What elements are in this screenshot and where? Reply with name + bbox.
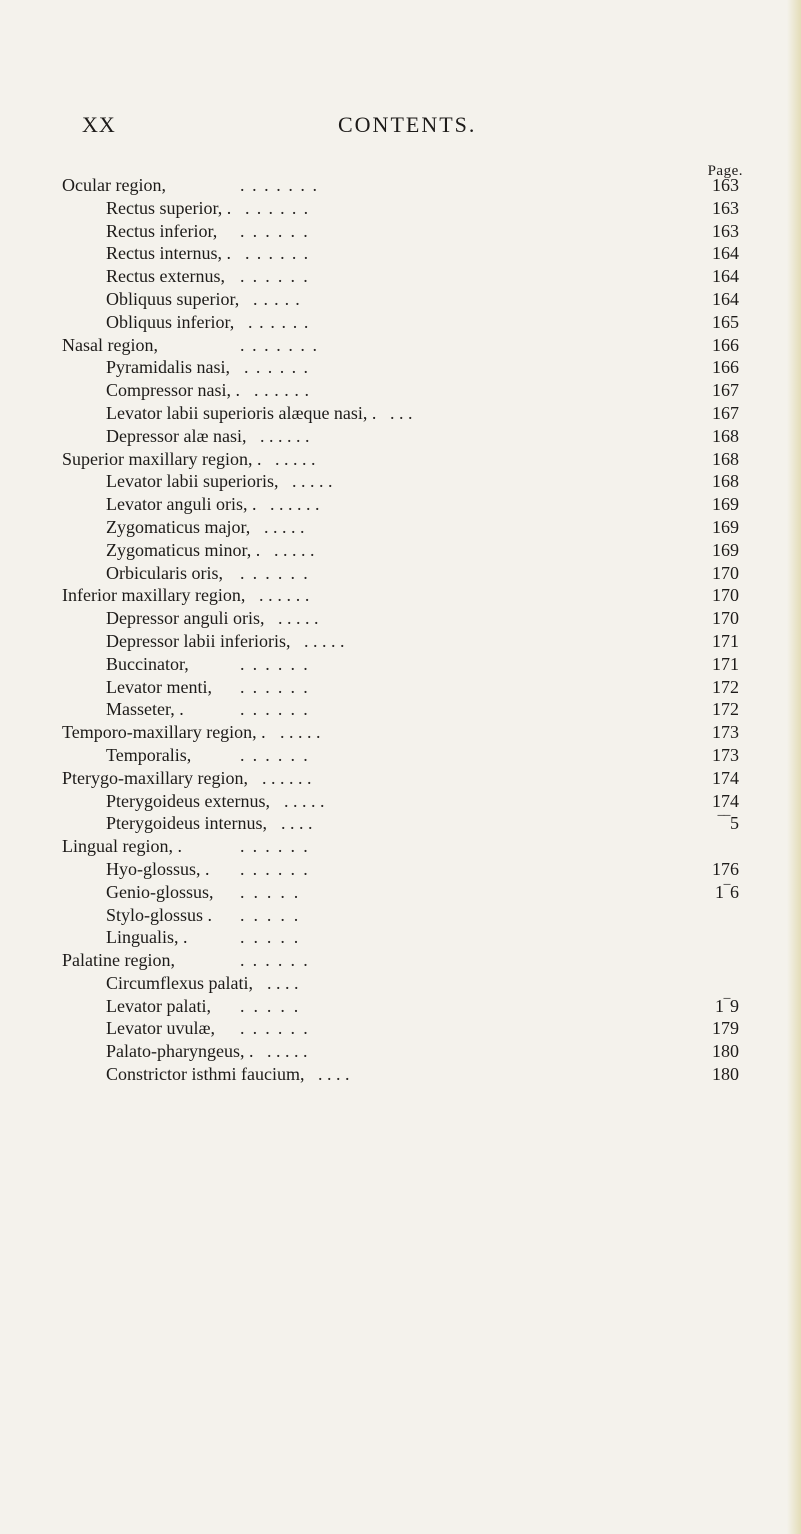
toc-leader-dots: . . . . . . (240, 676, 310, 697)
toc-leader-dots: . . . . . . (248, 311, 310, 332)
toc-entry-label: Levator anguli oris, . (106, 494, 257, 515)
toc-entry-label: Levator labii superioris alæque nasi, . (106, 402, 377, 423)
toc-entry-label: Masseter, . (106, 699, 184, 720)
toc-page-number: 168 (712, 471, 739, 492)
toc-entry-label: Palatine region, (62, 950, 175, 971)
toc-page-number: 165 (712, 311, 739, 332)
toc-entry (0, 926, 801, 949)
toc-page-number: 169 (712, 516, 739, 537)
toc-entry-label: Orbicularis oris, (106, 562, 223, 583)
toc-leader-dots: . . . . . . (245, 243, 310, 264)
toc-entry-label: Temporo-maxillary region, . (62, 722, 266, 743)
toc-entry-label: Stylo-glossus . (106, 904, 213, 925)
toc-leader-dots: . . . . . (284, 790, 325, 811)
toc-leader-dots: . . . . . (267, 1041, 308, 1062)
toc-entry (0, 425, 801, 448)
toc-entry-label: Obliquus inferior, (106, 311, 235, 332)
toc-page-number: 171 (712, 653, 739, 674)
toc-leader-dots: . . . . (281, 813, 313, 834)
toc-entry-label: Rectus inferior, (106, 220, 218, 241)
toc-leader-dots: . . . . . (280, 722, 321, 743)
toc-page-number: 172 (712, 676, 739, 697)
table-of-contents (0, 174, 801, 1086)
toc-entry (0, 379, 801, 402)
toc-page-number: 176 (712, 858, 739, 879)
toc-entry (0, 630, 801, 653)
toc-page-number: 166 (712, 334, 739, 355)
toc-entry (0, 995, 801, 1018)
toc-entry (0, 1040, 801, 1063)
toc-entry (0, 562, 801, 585)
toc-entry-label: Rectus internus, . (106, 243, 231, 264)
toc-entry-label: Rectus externus, (106, 266, 225, 287)
toc-page-number: 168 (712, 425, 739, 446)
toc-leader-dots: . . . . . . (254, 380, 310, 401)
toc-entry (0, 972, 801, 995)
toc-entry-label: Superior maxillary region, . (62, 448, 262, 469)
toc-leader-dots: . . . . . . (240, 1018, 310, 1039)
toc-leader-dots: . . . . . . (244, 357, 310, 378)
toc-entry (0, 242, 801, 265)
toc-leader-dots: . . . . . . (240, 562, 310, 583)
toc-page-number: 169 (712, 539, 739, 560)
toc-leader-dots: . . . . . (264, 516, 305, 537)
toc-leader-dots: . . . . . (292, 471, 333, 492)
toc-entry-label: Pterygoideus externus, (106, 790, 270, 811)
toc-entry-label: Levator uvulæ, (106, 1018, 215, 1039)
toc-entry (0, 904, 801, 927)
toc-entry-label: Lingualis, . (106, 927, 188, 948)
toc-page-number: 174 (712, 790, 739, 811)
toc-entry (0, 676, 801, 699)
toc-entry-label: Depressor labii inferioris, (106, 630, 291, 651)
toc-leader-dots: . . . . (267, 972, 299, 993)
toc-entry (0, 790, 801, 813)
page-column-label: Page. (707, 163, 743, 179)
toc-page-number: 170 (712, 608, 739, 629)
toc-leader-dots: . . . . . . (260, 425, 310, 446)
toc-page-number: 164 (712, 243, 739, 264)
toc-entry (0, 220, 801, 243)
toc-leader-dots: . . . . . . (240, 858, 310, 879)
running-header (0, 112, 801, 142)
toc-entry (0, 448, 801, 471)
toc-leader-dots: . . . . . (304, 630, 345, 651)
toc-entry (0, 174, 801, 197)
toc-leader-dots: . . . . . (240, 904, 301, 925)
toc-entry-label: Zygomaticus minor, . (106, 539, 261, 560)
toc-leader-dots: . . . . . . (240, 950, 310, 971)
toc-entry (0, 881, 801, 904)
toc-entry-label: Temporalis, (106, 744, 192, 765)
toc-entry-label: Levator labii superioris, (106, 471, 279, 492)
toc-page-number: 167 (712, 380, 739, 401)
toc-entry (0, 493, 801, 516)
toc-entry-label: Constrictor isthmi faucium, (106, 1064, 305, 1085)
toc-entry (0, 721, 801, 744)
toc-entry-label: Hyo-glossus, . (106, 858, 210, 879)
toc-leader-dots: . . . . . . (240, 653, 310, 674)
toc-entry (0, 949, 801, 972)
toc-entry (0, 516, 801, 539)
toc-leader-dots: . . . . . (275, 448, 316, 469)
page-title: CONTENTS. (338, 112, 477, 137)
toc-entry-label: Nasal region, (62, 334, 158, 355)
toc-entry (0, 470, 801, 493)
toc-entry (0, 288, 801, 311)
toc-leader-dots: . . . . . . (240, 744, 310, 765)
toc-leader-dots: . . . . . . (240, 266, 310, 287)
toc-entry (0, 539, 801, 562)
toc-entry (0, 858, 801, 881)
toc-page-number: 173 (712, 722, 739, 743)
toc-entry (0, 1017, 801, 1040)
toc-entry-label: Rectus superior, . (106, 197, 232, 218)
toc-entry (0, 402, 801, 425)
toc-entry (0, 698, 801, 721)
toc-leader-dots: . . . . . (240, 995, 301, 1016)
toc-page-number: 164 (712, 288, 739, 309)
toc-leader-dots: . . . . . . . (240, 175, 319, 195)
toc-entry-label: Zygomaticus major, (106, 516, 251, 537)
toc-entry-label: Lingual region, . (62, 836, 182, 857)
toc-entry (0, 311, 801, 334)
toc-entry (0, 356, 801, 379)
toc-leader-dots: . . . . . (274, 539, 315, 560)
toc-leader-dots: . . . . . . . (240, 334, 319, 355)
toc-leader-dots: . . . . (318, 1064, 350, 1085)
toc-entry-label: Inferior maxillary region, (62, 585, 246, 606)
toc-page-number: 169 (712, 494, 739, 515)
toc-page-number: 173 (712, 744, 739, 765)
toc-entry (0, 812, 801, 835)
toc-page-number: 180 (712, 1041, 739, 1062)
toc-page-number: 180 (712, 1064, 739, 1085)
page-roman-numeral: XX (82, 112, 116, 137)
toc-entry-label: Genio-glossus, (106, 881, 214, 902)
toc-entry-label: Pyramidalis nasi, (106, 357, 230, 378)
toc-leader-dots: . . . . . (240, 881, 301, 902)
toc-page-number: 163 (712, 175, 739, 195)
toc-page-number: 1‾9 (715, 995, 739, 1016)
toc-entry-label: Pterygoideus internus, (106, 813, 267, 834)
toc-entry-label: Obliquus superior, (106, 288, 240, 309)
toc-leader-dots: . . . . . . (240, 699, 310, 720)
toc-entry (0, 607, 801, 630)
toc-page-number: 163 (712, 197, 739, 218)
toc-leader-dots: . . . . . . (240, 220, 310, 241)
toc-page-number: 174 (712, 767, 739, 788)
toc-leader-dots: . . . . . (278, 608, 319, 629)
toc-leader-dots: . . . . . . (240, 836, 310, 857)
toc-page-number: ‾‾5 (718, 813, 739, 834)
toc-entry (0, 334, 801, 357)
toc-leader-dots: . . . (390, 402, 413, 423)
page-edge-stain (787, 0, 801, 1534)
toc-leader-dots: . . . . . (240, 927, 301, 948)
toc-entry-label: Buccinator, (106, 653, 189, 674)
toc-page-number: 1‾6 (715, 881, 739, 902)
toc-entry (0, 584, 801, 607)
toc-page-number: 163 (712, 220, 739, 241)
toc-leader-dots: . . . . . (253, 288, 301, 309)
toc-page-number: 166 (712, 357, 739, 378)
toc-page-number: 167 (712, 402, 739, 423)
toc-page-number: 170 (712, 562, 739, 583)
toc-page-number: 171 (712, 630, 739, 651)
toc-entry-label: Ocular region, (62, 175, 166, 195)
toc-entry (0, 744, 801, 767)
toc-leader-dots: . . . . . . (259, 585, 310, 606)
toc-entry-label: Levator palati, (106, 995, 211, 1016)
toc-leader-dots: . . . . . . (270, 494, 320, 515)
toc-entry (0, 767, 801, 790)
toc-entry-label: Pterygo-maxillary region, (62, 767, 248, 788)
toc-page-number: 170 (712, 585, 739, 606)
toc-entry (0, 197, 801, 220)
toc-entry-label: Palato-pharyngeus, . (106, 1041, 254, 1062)
toc-entry-label: Circumflexus palati, (106, 972, 253, 993)
toc-leader-dots: . . . . . . (262, 767, 312, 788)
toc-entry-label: Compressor nasi, . (106, 380, 240, 401)
toc-page-number: 179 (712, 1018, 739, 1039)
toc-entry (0, 265, 801, 288)
toc-leader-dots: . . . . . . (245, 197, 310, 218)
toc-entry (0, 835, 801, 858)
toc-page-number: 168 (712, 448, 739, 469)
toc-page-number: 172 (712, 699, 739, 720)
toc-entry (0, 1063, 801, 1086)
toc-entry-label: Depressor anguli oris, (106, 608, 265, 629)
toc-entry-label: Levator menti, (106, 676, 212, 697)
toc-entry (0, 653, 801, 676)
toc-entry-label: Depressor alæ nasi, (106, 425, 247, 446)
toc-page-number: 164 (712, 266, 739, 287)
